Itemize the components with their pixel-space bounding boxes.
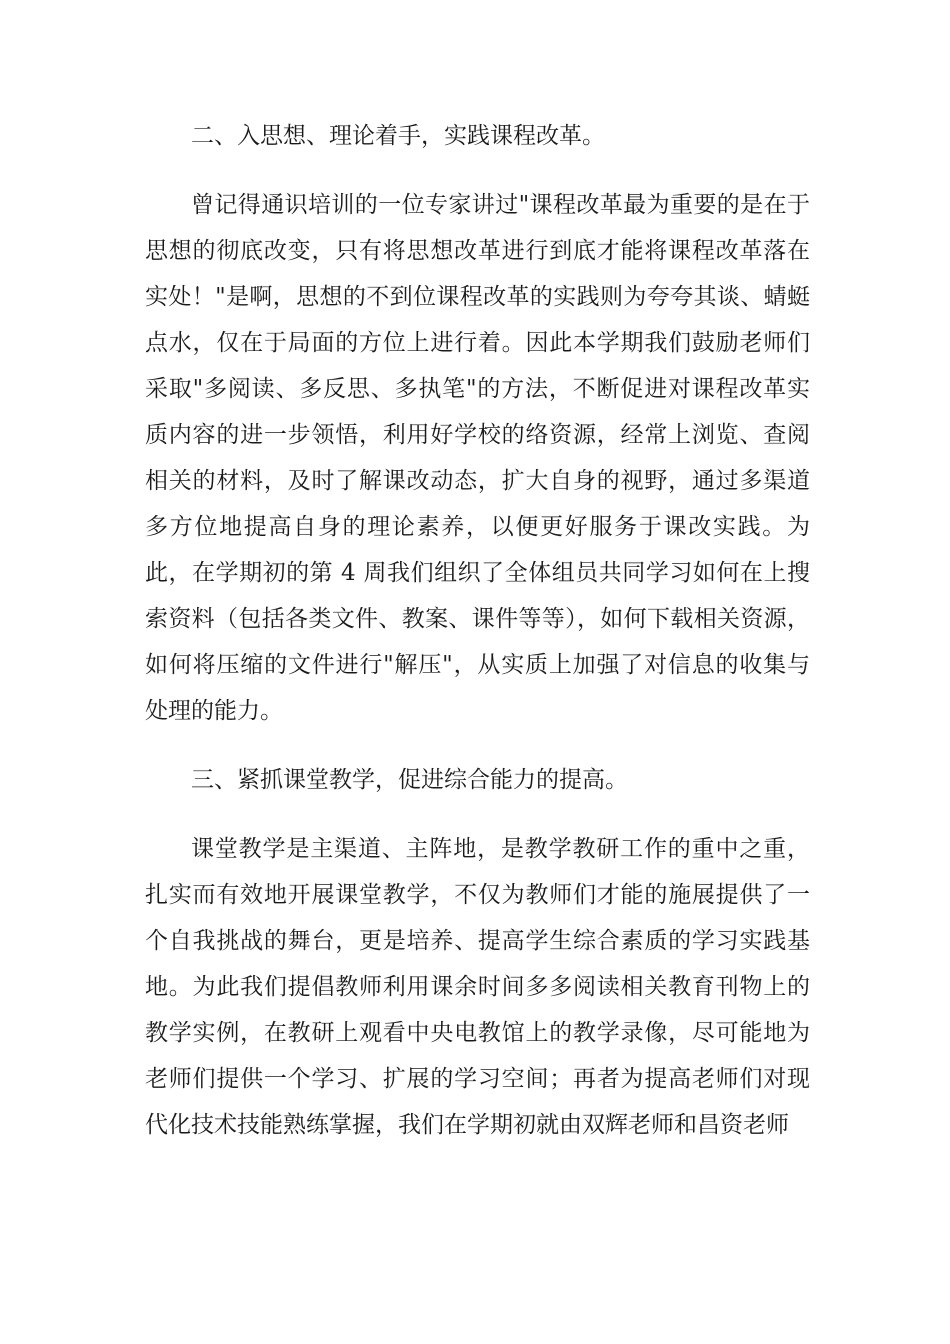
- document-body: [145, 113, 810, 1171]
- paragraph-classroom-teaching: 课堂教学是主渠道、主阵地，是教学教研工作的重中之重，扎实而有效地开展课堂教学，不仅为教师们才能的施展提供了一个自我挑战的舞台，更是培养、提高学生综合素质的学习实践基地。为此我们提倡教师利用课余时间多多阅读相关教育刊物上的教学实例，在教研上观看中央电教馆上的教学录像，尽可能地为老师们提供一个学习、扩展的学习空间；再者为提高老师们对现代化技术技能熟练掌握，我们在学期初就由双辉老师和昌资老师: [145, 836, 810, 1138]
- section-heading-2: 二、入思想、理论着手，实践课程改革。: [191, 123, 605, 149]
- section-heading-3: 三、紧抓课堂教学，促进综合能力的提高。: [191, 767, 628, 793]
- paragraph-curriculum-reform: 曾记得通识培训的一位专家讲过"课程改革最为重要的是在于思想的彻底改变，只有将思想改革进行到底才能将课程改革落在实处！"是啊，思想的不到位课程改革的实践则为夸夸其谈、蜻蜓点水，仅在于局面的方位上进行着。因此本学期我们鼓励老师们采取"多阅读、多反思、多执笔"的方法，不断促进对课程改革实质内容的进一步领悟，利用好学校的络资源，经常上浏览、查阅相关的材料，及时了解课改动态，扩大自身的视野，通过多渠道多方位地提高自身的理论素养，以便更好服务于课改实践。为此，在学期初的第 4 周我们组织了全体组员共同学习如何在上搜索资料（包括各类文件、教案、课件等等），如何下载相关资源，如何将压缩的文件进行"解压"，从实质上加强了对信息的收集与处理的能力。: [145, 192, 810, 724]
